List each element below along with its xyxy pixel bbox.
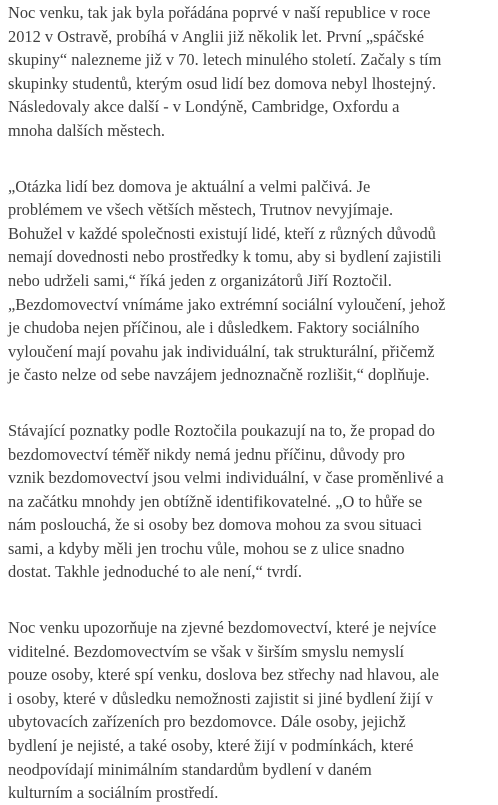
paragraph-line: kulturním a sociálním prostředí. — [8, 783, 219, 803]
paragraph-line: Stávající poznatky podle Roztočila poukazují na to, že propad do — [8, 420, 435, 440]
paragraph-line: vznik bezdomovectví jsou velmi individuální, v čase proměnlivé a — [8, 468, 444, 488]
paragraph-line: bezdomovectví téměř nikdy nemá jednu příčinu, důvody pro — [8, 444, 405, 464]
article-paragraph — [8, 419, 496, 584]
paragraph-line: neodpovídají minimálním standardům bydlení v daném — [8, 759, 372, 779]
article-paragraph — [8, 616, 496, 805]
article-paragraph — [8, 175, 496, 387]
paragraph-line: je často nelze od sebe navzájem jednoznačně rozlišit,“ doplňuje. — [8, 365, 430, 385]
paragraph-line: i osoby, které v důsledku nemožnosti zajistit si jiné bydlení žijí v — [8, 688, 434, 708]
paragraph-line: vyloučení mají povahu jak individuální, tak strukturální, přičemž — [8, 341, 435, 361]
paragraph-line: nebo udrželi sami,“ říká jeden z organizátorů Jiří Roztočil. — [8, 270, 392, 290]
paragraph-line: nám poslouchá, že si osoby bez domova mohou za svou situaci — [8, 515, 422, 535]
paragraph-line: Bohužel v každé společnosti existují lidé, kteří z různých důvodů — [8, 223, 436, 243]
paragraph-line: viditelné. Bezdomovectvím se však v širším smyslu nemyslí — [8, 641, 405, 661]
paragraph-line: Následovaly akce další - v Londýně, Cambridge, Oxfordu a — [8, 97, 400, 117]
paragraph-line: „Bezdomovectví vnímáme jako extrémní sociální vyloučení, jehož — [8, 294, 446, 314]
paragraph-line: mnoha dalších městech. — [8, 120, 166, 140]
paragraph-line: nemají dovednosti nebo prostředky k tomu, aby si bydlení zajistili — [8, 247, 442, 267]
paragraph-line: skupinky studentů, kterým osud lidí bez domova nebyl lhostejný. — [8, 73, 436, 93]
article-paragraph — [8, 1, 496, 143]
paragraph-line: Noc venku, tak jak byla pořádána poprvé v naší republice v roce — [8, 3, 431, 22]
paragraph-line: problémem ve všech větších městech, Trutnov nevyjímaje. — [8, 200, 394, 220]
paragraph-line: sami, a kdyby měli jen trochu vůle, mohou se z ulice snadno — [8, 538, 405, 558]
paragraph-line: „Otázka lidí bez domova je aktuální a velmi palčivá. Je — [8, 176, 371, 196]
paragraph-line: pouze osoby, které spí venku, doslova bez střechy nad hlavou, ale — [8, 665, 439, 685]
paragraph-line: je chudoba nejen příčinou, ale i důsledkem. Faktory sociálního — [8, 318, 420, 338]
paragraph-line: ubytovacích zařízeních pro bezdomovce. Dále osoby, jejichž — [8, 712, 406, 732]
paragraph-line: bydlení je nejisté, a také osoby, které žijí v podmínkách, které — [8, 736, 414, 756]
paragraph-line: na začátku mnohdy jen obtížně identifikovatelné. „O to hůře se — [8, 491, 423, 511]
paragraph-line: 2012 v Ostravě, probíhá v Anglii již několik let. První „spáčské — [8, 26, 425, 46]
paragraph-line: Noc venku upozorňuje na zjevné bezdomovectví, které je nejvíce — [8, 618, 437, 638]
paragraph-line: skupiny“ nalezneme již v 70. letech minulého století. Začaly s tím — [8, 50, 442, 70]
paragraph-line: dostat. Takhle jednoduché to ale není,“ tvrdí. — [8, 562, 302, 582]
article-body — [8, 1, 496, 805]
